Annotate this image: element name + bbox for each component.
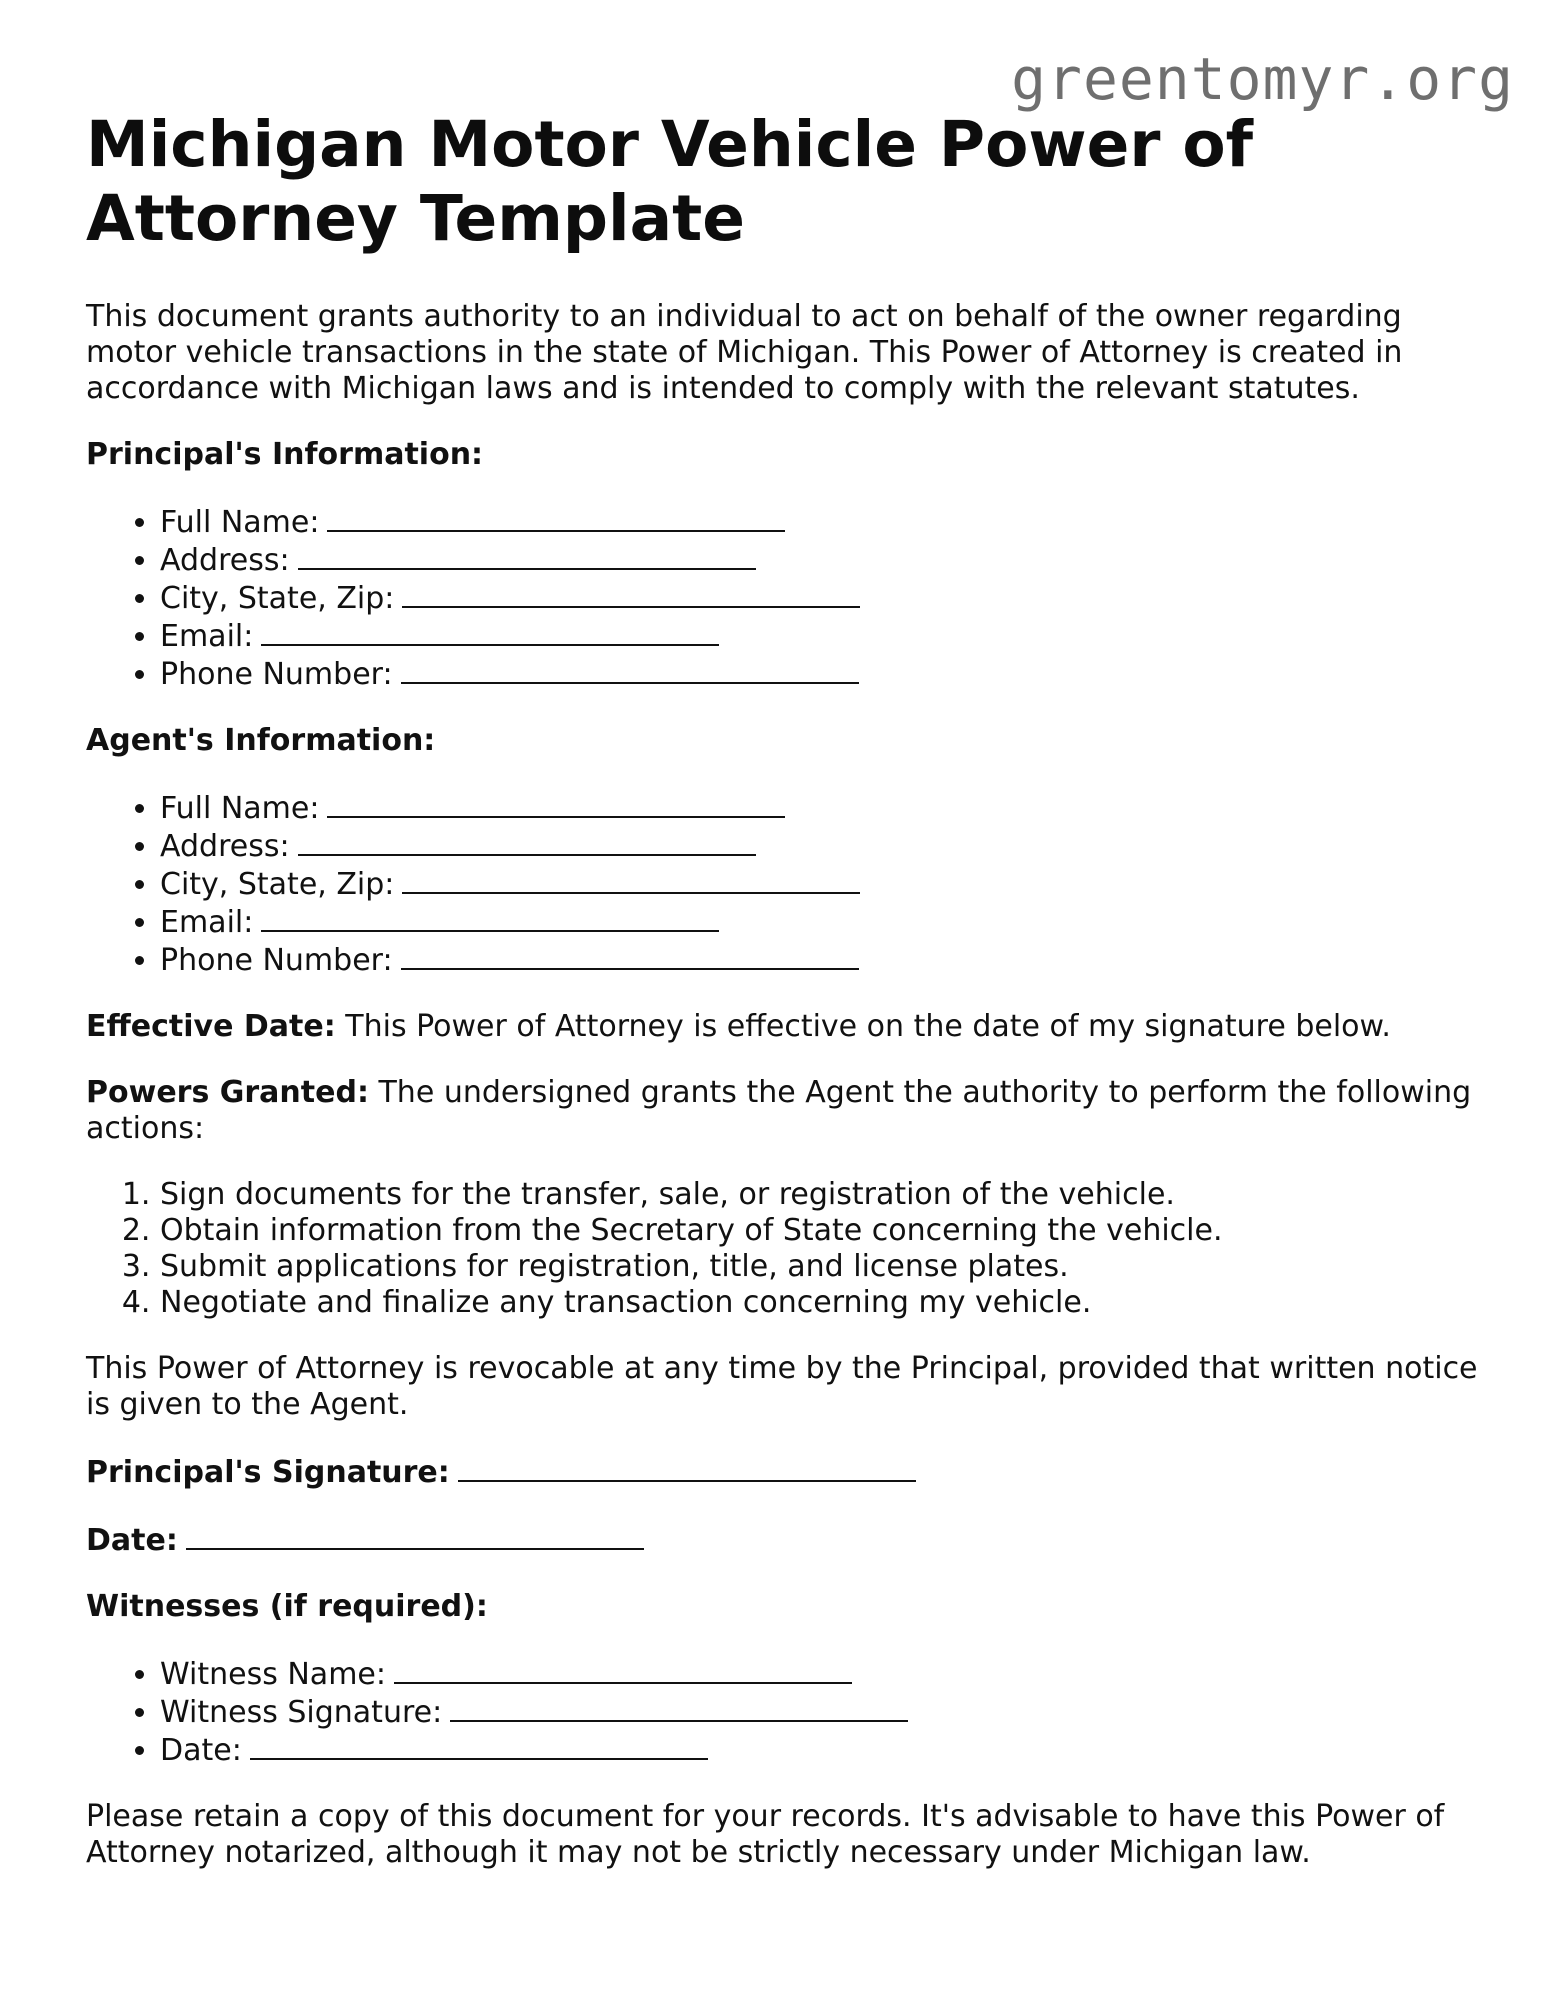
blank-line[interactable] — [394, 1655, 852, 1684]
effective-date-paragraph — [86, 1009, 1486, 1045]
witnesses-heading: Witnesses (if required): — [86, 1589, 488, 1624]
signature-date-line — [86, 1521, 1486, 1559]
field-label: Phone Number: — [160, 657, 393, 692]
witness-date-field — [160, 1731, 1486, 1769]
blank-line[interactable] — [298, 827, 756, 856]
agent-city-state-zip-field — [160, 865, 1486, 903]
signature-date-label: Date: — [86, 1523, 178, 1558]
power-item: 2. Obtain information from the Secretary of State concerning the vehicle. — [160, 1213, 1486, 1249]
blank-line[interactable] — [402, 865, 860, 894]
agent-fields — [86, 789, 1486, 979]
agent-email-field — [160, 903, 1486, 941]
watermark: greentomyr.org — [1011, 45, 1514, 113]
page-title: Michigan Motor Vehicle Power of Attorney Template — [86, 108, 1254, 255]
field-label: City, State, Zip: — [160, 581, 395, 616]
principal-city-state-zip-field — [160, 579, 1486, 617]
witness-signature-field — [160, 1693, 1486, 1731]
blank-line[interactable] — [327, 789, 785, 818]
powers-list — [86, 1177, 1486, 1321]
principal-heading: Principal's Information: — [86, 437, 484, 472]
principal-phone-field — [160, 655, 1486, 693]
field-label: City, State, Zip: — [160, 867, 395, 902]
powers-granted-label: Powers Granted: — [86, 1075, 369, 1110]
closing-paragraph: Please retain a copy of this document for your records. It's advisable to have this Power of Attorney notarized, although it may not be strictly necessary under Michigan law. — [86, 1799, 1445, 1870]
field-label: Address: — [160, 543, 290, 578]
blank-line[interactable] — [250, 1731, 708, 1760]
document-page — [86, 108, 1486, 1871]
effective-date-label: Effective Date: — [86, 1009, 336, 1044]
field-label: Address: — [160, 829, 290, 864]
principal-full-name-field — [160, 503, 1486, 541]
field-label: Full Name: — [160, 505, 320, 540]
principal-fields — [86, 503, 1486, 693]
powers-granted-paragraph — [86, 1075, 1486, 1147]
blank-line[interactable] — [298, 541, 756, 570]
power-item: 1. Sign documents for the transfer, sale, or registration of the vehicle. — [160, 1177, 1486, 1213]
agent-address-field — [160, 827, 1486, 865]
blank-line[interactable] — [261, 617, 719, 646]
witness-name-field — [160, 1655, 1486, 1693]
agent-phone-field — [160, 941, 1486, 979]
witness-fields — [86, 1655, 1486, 1769]
blank-line[interactable] — [450, 1693, 908, 1722]
effective-date-text: This Power of Attorney is effective on the date of my signature below. — [345, 1009, 1391, 1044]
field-label: Full Name: — [160, 791, 320, 826]
field-label: Witness Signature: — [160, 1695, 443, 1730]
field-label: Email: — [160, 619, 254, 654]
field-label: Date: — [160, 1733, 242, 1768]
blank-line[interactable] — [186, 1521, 644, 1550]
principal-email-field — [160, 617, 1486, 655]
power-item: 4. Negotiate and finalize any transaction concerning my vehicle. — [160, 1285, 1486, 1321]
principal-signature-label: Principal's Signature: — [86, 1455, 450, 1490]
blank-line[interactable] — [458, 1453, 916, 1482]
field-label: Email: — [160, 905, 254, 940]
blank-line[interactable] — [261, 903, 719, 932]
powers-granted-text: The undersigned grants the Agent the authority to perform the following actions: — [86, 1075, 1472, 1146]
field-label: Phone Number: — [160, 943, 393, 978]
principal-address-field — [160, 541, 1486, 579]
blank-line[interactable] — [401, 941, 859, 970]
field-label: Witness Name: — [160, 1657, 386, 1692]
intro-paragraph: This document grants authority to an individual to act on behalf of the owner regarding motor vehicle transactions in the state of Michigan. This Power of Attorney is created in accordance with Michigan laws and is intended to comply with the relevant statutes. — [86, 299, 1403, 406]
blank-line[interactable] — [401, 655, 859, 684]
agent-full-name-field — [160, 789, 1486, 827]
revocable-paragraph: This Power of Attorney is revocable at any time by the Principal, provided that written notice is given to the Agent. — [86, 1351, 1478, 1422]
agent-heading: Agent's Information: — [86, 723, 436, 758]
principal-signature-line — [86, 1453, 1486, 1491]
blank-line[interactable] — [402, 579, 860, 608]
blank-line[interactable] — [327, 503, 785, 532]
power-item: 3. Submit applications for registration, title, and license plates. — [160, 1249, 1486, 1285]
